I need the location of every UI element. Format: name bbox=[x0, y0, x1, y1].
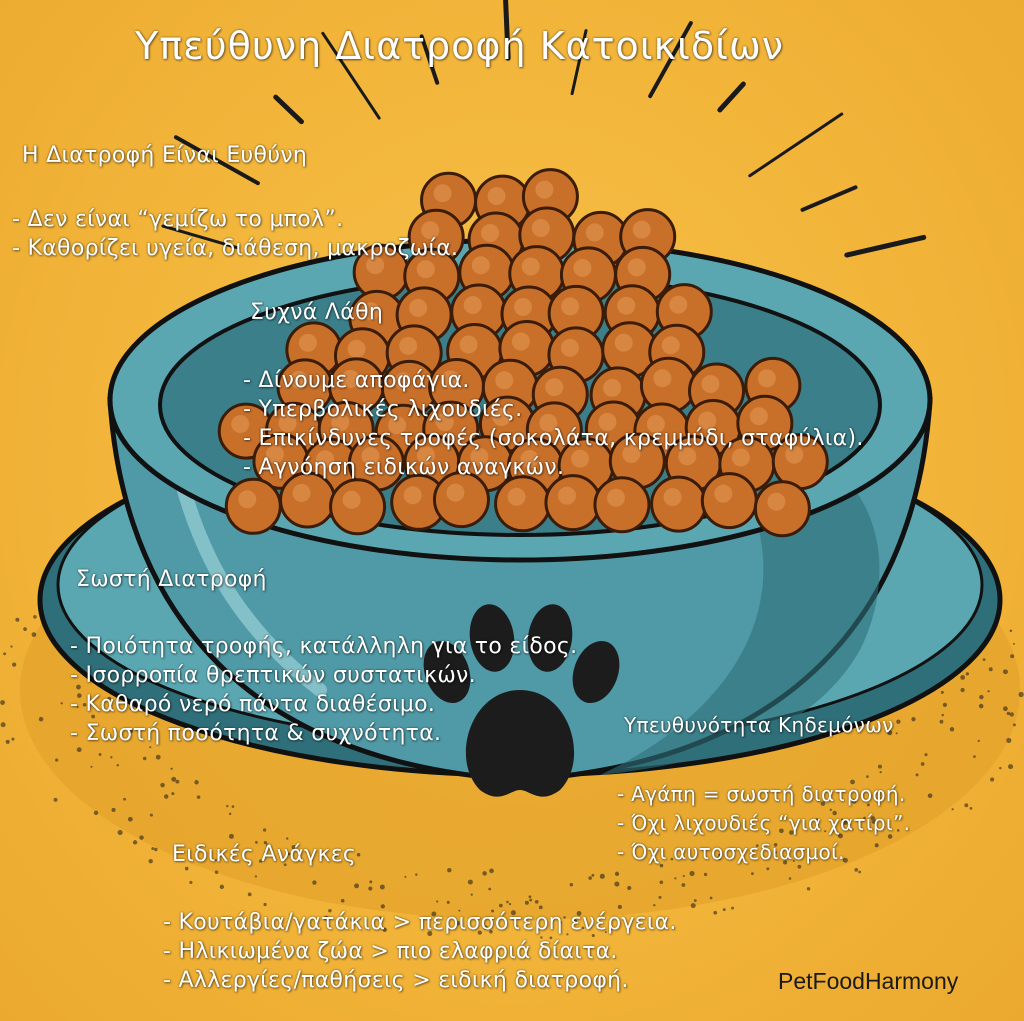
speckle-dot bbox=[570, 883, 573, 886]
kibble-highlight bbox=[238, 490, 256, 508]
speckle-dot bbox=[751, 872, 754, 875]
kibble-highlight bbox=[347, 340, 365, 358]
speckle-dot bbox=[880, 771, 882, 773]
speckle-dot bbox=[143, 757, 147, 761]
list-item: - Καθορίζει υγεία, διάθεση, μακροζωία. bbox=[12, 236, 459, 261]
kibble-highlight bbox=[522, 258, 540, 276]
speckle-dot bbox=[789, 877, 792, 880]
kibble-highlight bbox=[512, 333, 530, 351]
speckle-dot bbox=[189, 881, 192, 884]
kibble-piece bbox=[331, 480, 385, 534]
speckle-dot bbox=[112, 808, 116, 812]
speckle-dot bbox=[94, 811, 98, 815]
list-item: - Κουτάβια/γατάκια > περισσότερη ενέργεια. bbox=[163, 910, 677, 935]
speckle-dot bbox=[979, 704, 984, 709]
speckle-dot bbox=[979, 695, 983, 699]
speckle-dot bbox=[197, 795, 201, 799]
speckle-dot bbox=[471, 893, 473, 895]
list-item: - Δίνουμε αποφάγια. bbox=[243, 368, 470, 393]
kibble-piece bbox=[496, 477, 550, 531]
list-item: - Όχι λιχουδιές “για χατίρι”. bbox=[617, 811, 911, 835]
speckle-dot bbox=[896, 732, 898, 734]
speckle-dot bbox=[164, 794, 169, 799]
speckle-dot bbox=[928, 793, 933, 798]
kibble-highlight bbox=[558, 487, 576, 505]
speckle-dot bbox=[357, 853, 361, 857]
kibble-highlight bbox=[714, 485, 732, 503]
speckle-dot bbox=[0, 700, 5, 705]
speckle-dot bbox=[960, 688, 964, 692]
speckle-dot bbox=[941, 691, 944, 694]
section-heading: Συχνά Λάθη bbox=[250, 300, 384, 325]
speckle-dot bbox=[117, 764, 119, 766]
speckle-dot bbox=[150, 814, 153, 817]
speckle-dot bbox=[99, 753, 102, 756]
list-item: - Αγάπη = σωστή διατροφή. bbox=[617, 782, 906, 806]
section-list bbox=[243, 366, 864, 482]
speckle-dot bbox=[10, 645, 12, 647]
burst-ray bbox=[720, 84, 744, 110]
kibble-highlight bbox=[561, 339, 579, 357]
speckle-dot bbox=[154, 848, 157, 851]
kibble-highlight bbox=[617, 297, 635, 315]
speckle-dot bbox=[978, 740, 980, 742]
kibble-highlight bbox=[434, 184, 452, 202]
speckle-dot bbox=[139, 835, 144, 840]
speckle-dot bbox=[966, 672, 969, 675]
speckle-dot bbox=[960, 675, 965, 680]
speckle-dot bbox=[1010, 630, 1013, 633]
speckle-dot bbox=[588, 876, 592, 880]
kibble-highlight bbox=[446, 484, 464, 502]
kibble-piece bbox=[546, 476, 600, 530]
kibble-highlight bbox=[409, 299, 427, 317]
list-item: - Ηλικιωμένα ζώα > πιο ελαφριά δίαιτα. bbox=[163, 939, 618, 964]
list-item: - Σωστή ποσότητα & συχνότητα. bbox=[70, 721, 442, 746]
kibble-highlight bbox=[293, 484, 311, 502]
speckle-dot bbox=[447, 868, 451, 872]
list-item: - Υπερβολικές λιχουδιές. bbox=[243, 397, 523, 422]
speckle-dot bbox=[171, 777, 176, 782]
speckle-dot bbox=[866, 775, 869, 778]
kibble-highlight bbox=[615, 334, 633, 352]
speckle-dot bbox=[380, 885, 385, 890]
speckle-dot bbox=[1, 722, 6, 727]
list-item: - Αλλεργίες/παθήσεις > ειδική διατροφή. bbox=[163, 968, 629, 993]
speckle-dot bbox=[6, 740, 10, 744]
section-heading: Ειδικές Ανάγκες bbox=[172, 842, 357, 867]
speckle-dot bbox=[916, 773, 919, 776]
speckle-dot bbox=[369, 880, 372, 883]
kibble-highlight bbox=[662, 336, 680, 354]
kibble-highlight bbox=[299, 334, 317, 352]
speckle-dot bbox=[858, 871, 861, 874]
speckle-dot bbox=[659, 896, 662, 899]
kibble-highlight bbox=[472, 256, 490, 274]
speckle-dot bbox=[989, 667, 993, 671]
speckle-dot bbox=[924, 753, 927, 756]
kibble-highlight bbox=[508, 488, 526, 506]
kibble-highlight bbox=[343, 491, 361, 509]
section-list bbox=[163, 908, 677, 995]
speckle-dot bbox=[509, 903, 511, 905]
speckle-dot bbox=[506, 901, 509, 904]
section-list bbox=[70, 632, 577, 748]
speckle-dot bbox=[248, 892, 252, 896]
speckle-dot bbox=[312, 880, 316, 884]
speckle-dot bbox=[488, 888, 491, 891]
speckle-dot bbox=[653, 904, 655, 906]
speckle-dot bbox=[807, 887, 810, 890]
speckle-dot bbox=[341, 899, 345, 903]
speckle-dot bbox=[226, 805, 228, 807]
speckle-dot bbox=[263, 903, 266, 906]
speckle-dot bbox=[171, 792, 174, 795]
speckle-dot bbox=[766, 867, 769, 870]
speckle-dot bbox=[468, 880, 473, 885]
speckle-dot bbox=[354, 883, 359, 888]
speckle-dot bbox=[627, 886, 631, 890]
speckle-dot bbox=[1013, 643, 1015, 645]
speckle-dot bbox=[710, 897, 713, 900]
speckle-dot bbox=[123, 798, 126, 801]
kibble-highlight bbox=[767, 493, 785, 511]
speckle-dot bbox=[368, 886, 372, 890]
kibble-highlight bbox=[586, 223, 604, 241]
speckle-dot bbox=[90, 766, 92, 768]
speckle-dot bbox=[39, 717, 44, 722]
list-item: - Επικίνδυνες τροφές (σοκολάτα, κρεμμύδι, σταφύλια). bbox=[243, 426, 864, 451]
burst-ray bbox=[803, 187, 856, 210]
list-item: - Ποιότητα τροφής, κατάλληλη για το είδος. bbox=[70, 634, 578, 659]
speckle-dot bbox=[61, 702, 63, 704]
section-list bbox=[617, 780, 910, 867]
kibble-highlight bbox=[404, 486, 422, 504]
kibble-highlight bbox=[481, 224, 499, 242]
speckle-dot bbox=[600, 874, 605, 879]
speckle-dot bbox=[529, 895, 532, 898]
section-heading: Υπευθυνότητα Κηδεμόνων bbox=[624, 713, 894, 737]
kibble-highlight bbox=[488, 187, 506, 205]
speckle-dot bbox=[952, 808, 954, 810]
speckle-dot bbox=[404, 876, 406, 878]
speckle-dot bbox=[499, 904, 503, 908]
speckle-dot bbox=[156, 755, 161, 760]
speckle-dot bbox=[529, 899, 532, 902]
speckle-dot bbox=[215, 870, 218, 873]
section-heading: Σωστή Διατροφή bbox=[76, 567, 267, 592]
speckle-dot bbox=[911, 717, 915, 721]
speckle-dot bbox=[660, 880, 664, 884]
speckle-dot bbox=[110, 756, 112, 758]
speckle-dot bbox=[950, 727, 955, 732]
page-title: Υπεύθυνη Διατροφή Κατοικιδίων bbox=[135, 24, 784, 68]
speckle-dot bbox=[149, 859, 153, 863]
speckle-dot bbox=[731, 907, 734, 910]
speckle-dot bbox=[1010, 654, 1014, 658]
speckle-dot bbox=[128, 817, 133, 822]
speckle-dot bbox=[185, 867, 189, 871]
speckle-dot bbox=[878, 765, 882, 769]
speckle-dot bbox=[33, 615, 36, 618]
list-item: - Δεν είναι “γεμίζω το μπολ”. bbox=[12, 207, 344, 232]
speckle-dot bbox=[1008, 764, 1013, 769]
speckle-dot bbox=[683, 875, 685, 877]
kibble-highlight bbox=[669, 296, 687, 314]
list-item: - Ισορροπία θρεπτικών συστατικών. bbox=[70, 663, 476, 688]
speckle-dot bbox=[713, 911, 717, 915]
kibble-highlight bbox=[460, 335, 478, 353]
kibble-highlight bbox=[399, 337, 417, 355]
speckle-dot bbox=[1003, 706, 1008, 711]
speckle-dot bbox=[175, 780, 179, 784]
speckle-dot bbox=[973, 755, 976, 758]
speckle-dot bbox=[436, 900, 438, 902]
list-item: - Αγνόηση ειδικών αναγκών. bbox=[243, 455, 565, 480]
speckle-dot bbox=[15, 618, 19, 622]
speckle-dot bbox=[990, 777, 994, 781]
burst-ray bbox=[847, 237, 924, 255]
speckle-dot bbox=[482, 871, 487, 876]
speckle-dot bbox=[943, 703, 947, 707]
speckle-dot bbox=[220, 885, 224, 889]
speckle-dot bbox=[229, 813, 231, 815]
kibble-piece bbox=[595, 478, 649, 532]
speckle-dot bbox=[525, 901, 529, 905]
speckle-dot bbox=[12, 663, 16, 667]
speckle-dot bbox=[983, 658, 986, 661]
speckle-dot bbox=[11, 738, 14, 741]
kibble-piece bbox=[652, 477, 706, 531]
kibble-highlight bbox=[532, 219, 550, 237]
speckle-dot bbox=[415, 873, 417, 875]
section-list bbox=[12, 205, 458, 263]
speckle-dot bbox=[723, 908, 726, 911]
speckle-dot bbox=[160, 783, 164, 787]
speckle-dot bbox=[229, 834, 234, 839]
kibble-highlight bbox=[633, 221, 651, 239]
speckle-dot bbox=[682, 883, 686, 887]
speckle-dot bbox=[940, 720, 944, 724]
speckle-dot bbox=[1019, 692, 1024, 697]
speckle-dot bbox=[118, 830, 123, 835]
speckle-dot bbox=[54, 798, 58, 802]
speckle-dot bbox=[691, 903, 696, 908]
speckle-dot bbox=[1007, 712, 1010, 715]
speckle-dot bbox=[614, 882, 619, 887]
speckle-dot bbox=[1003, 669, 1008, 674]
speckle-dot bbox=[964, 803, 968, 807]
speckle-dot bbox=[447, 901, 450, 904]
speckle-dot bbox=[3, 652, 6, 655]
speckle-dot bbox=[674, 877, 676, 879]
kibble-highlight bbox=[628, 258, 646, 276]
speckle-dot bbox=[1013, 723, 1016, 726]
kibble-highlight bbox=[664, 488, 682, 506]
speckle-dot bbox=[535, 900, 539, 904]
speckle-dot bbox=[23, 627, 27, 631]
speckle-dot bbox=[255, 875, 257, 877]
kibble-highlight bbox=[607, 489, 625, 507]
speckle-dot bbox=[694, 899, 697, 902]
brand-name: PetFoodHarmony bbox=[778, 968, 959, 994]
kibble-piece bbox=[755, 482, 809, 536]
speckle-dot bbox=[942, 714, 944, 716]
speckle-dot bbox=[689, 871, 694, 876]
kibble-highlight bbox=[464, 296, 482, 314]
speckle-dot bbox=[489, 869, 494, 874]
speckle-dot bbox=[32, 632, 37, 637]
speckle-dot bbox=[263, 828, 266, 831]
speckle-dot bbox=[615, 872, 619, 876]
speckle-dot bbox=[232, 805, 235, 808]
kibble-highlight bbox=[561, 297, 579, 315]
burst-ray bbox=[750, 114, 842, 176]
speckle-dot bbox=[194, 780, 198, 784]
speckle-dot bbox=[55, 759, 58, 762]
speckle-dot bbox=[704, 873, 707, 876]
list-item: - Όχι αυτοσχεδιασμοί. bbox=[617, 840, 845, 864]
speckle-dot bbox=[1006, 738, 1011, 743]
section-heading: Η Διατροφή Είναι Ευθύνη bbox=[22, 143, 308, 168]
speckle-dot bbox=[591, 874, 594, 877]
speckle-dot bbox=[854, 868, 858, 872]
speckle-dot bbox=[151, 847, 154, 850]
speckle-dot bbox=[133, 840, 137, 844]
speckle-dot bbox=[286, 837, 288, 839]
speckle-dot bbox=[896, 720, 900, 724]
speckle-dot bbox=[970, 807, 973, 810]
speckle-dot bbox=[921, 762, 925, 766]
list-item: - Καθαρό νερό πάντα διαθέσιμο. bbox=[70, 692, 436, 717]
speckle-dot bbox=[1010, 712, 1014, 716]
kibble-highlight bbox=[514, 298, 532, 316]
speckle-dot bbox=[987, 690, 989, 692]
speckle-dot bbox=[999, 767, 1001, 769]
kibble-highlight bbox=[535, 181, 553, 199]
speckle-dot bbox=[170, 768, 172, 770]
kibble-piece bbox=[226, 479, 280, 533]
kibble-highlight bbox=[573, 259, 591, 277]
burst-ray bbox=[276, 97, 302, 122]
